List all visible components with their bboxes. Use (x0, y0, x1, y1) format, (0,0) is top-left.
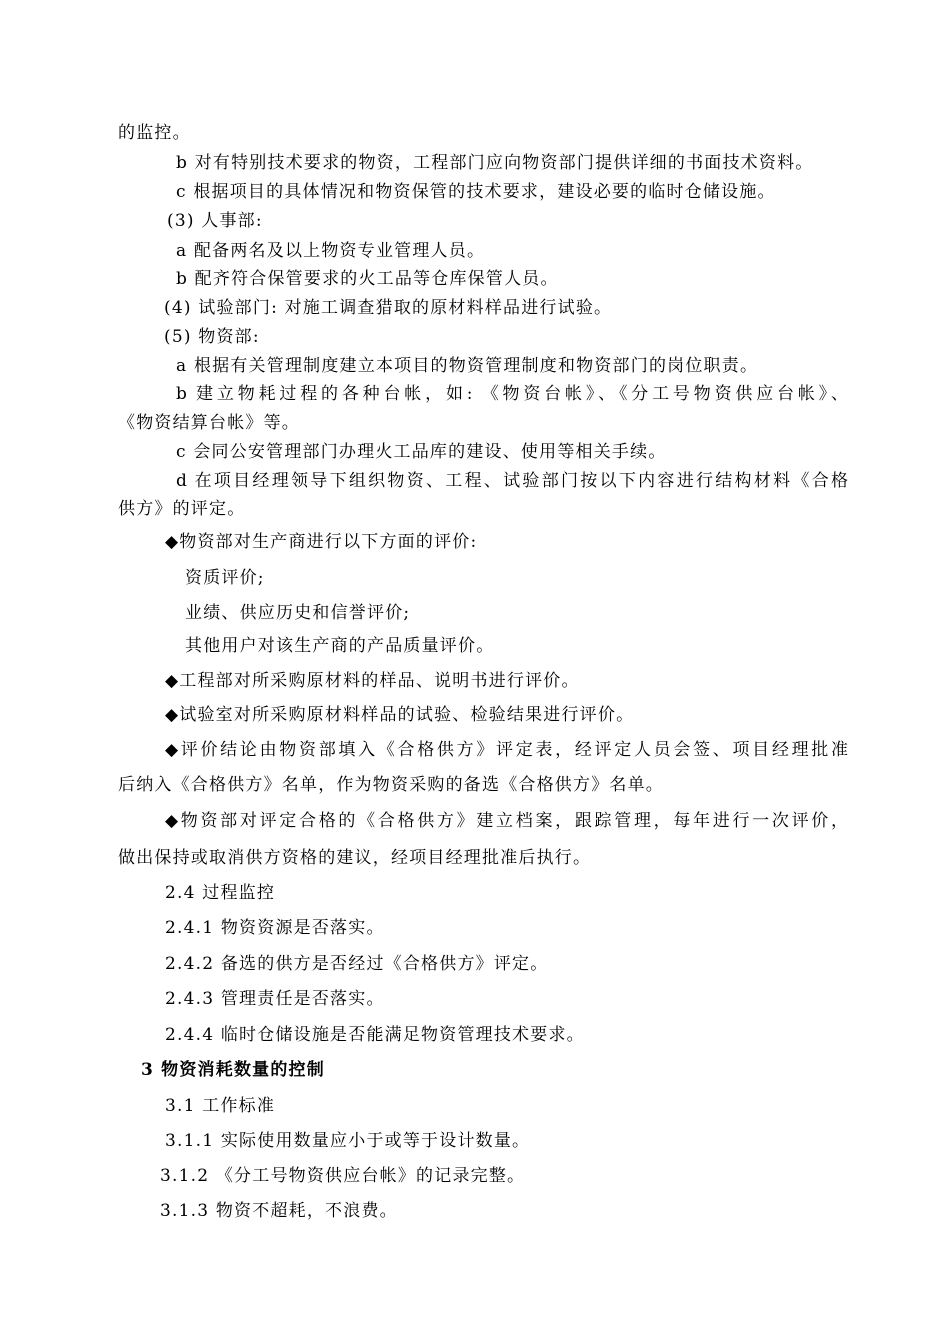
text-line: 2.4.3 管理责任是否落实。 (165, 989, 385, 1009)
section-heading: 3 物资消耗数量的控制 (141, 1060, 325, 1080)
text-line: (5) 物资部: (164, 327, 260, 347)
text-line: d 在项目经理领导下组织物资、工程、试验部门按以下内容进行结构材料《合格 (176, 471, 848, 491)
text-line: 3.1.2 《分工号物资供应台帐》的记录完整。 (160, 1166, 526, 1186)
text-line: 其他用户对该生产商的产品质量评价。 (185, 636, 495, 656)
text-line: c 会同公安管理部门办理火工品库的建设、使用等相关手续。 (176, 442, 667, 462)
text-line: 2.4.4 临时仓储设施是否能满足物资管理技术要求。 (165, 1025, 585, 1045)
text-line: (3) 人事部: (167, 211, 263, 231)
text-line: c 根据项目的具体情况和物资保管的技术要求，建设必要的临时仓储设施。 (176, 182, 776, 202)
text-line: 的监控。 (118, 123, 191, 143)
text-line: 3.1.3 物资不超耗，不浪费。 (160, 1201, 398, 1221)
text-line: 业绩、供应历史和信誉评价; (185, 603, 411, 623)
text-line: (4) 试验部门: 对施工调查猎取的原材料样品进行试验。 (164, 298, 613, 318)
section-heading: 3.1 工作标准 (165, 1096, 276, 1116)
text-line: 供方》的评定。 (118, 499, 246, 519)
text-line: b 对有特别技术要求的物资，工程部门应向物资部门提供详细的书面技术资料。 (176, 153, 814, 173)
text-line: 资质评价; (185, 568, 265, 588)
section-heading: 2.4 过程监控 (165, 883, 276, 903)
text-line: ◆物资部对生产商进行以下方面的评价: (165, 532, 478, 552)
text-line: ◆物资部对评定合格的《合格供方》建立档案，跟踪管理，每年进行一次评价， (165, 811, 848, 831)
text-line: a 配备两名及以上物资专业管理人员。 (176, 241, 486, 261)
text-line: 后纳入《合格供方》名单，作为物资采购的备选《合格供方》名单。 (118, 775, 664, 795)
text-line: ◆评价结论由物资部填入《合格供方》评定表，经评定人员会签、项目经理批准 (165, 740, 848, 760)
text-line: b 配齐符合保管要求的火工品等仓库保管人员。 (176, 269, 559, 289)
text-line: 2.4.1 物资资源是否落实。 (165, 918, 385, 938)
text-line: ◆工程部对所采购原材料的样品、说明书进行评价。 (165, 671, 580, 691)
text-line: 3.1.1 实际使用数量应小于或等于设计数量。 (165, 1131, 531, 1151)
text-line: 《物资结算台帐》等。 (118, 413, 300, 433)
text-line: 做出保持或取消供方资格的建议，经项目经理批准后执行。 (118, 848, 592, 868)
text-line: a 根据有关管理制度建立本项目的物资管理制度和物资部门的岗位职责。 (176, 356, 759, 376)
text-line: b 建立物耗过程的各种台帐，如: 《物资台帐》、《分工号物资供应台帐》、 (176, 384, 848, 404)
text-line: ◆试验室对所采购原材料样品的试验、检验结果进行评价。 (165, 705, 635, 725)
text-line: 2.4.2 备选的供方是否经过《合格供方》评定。 (165, 954, 549, 974)
